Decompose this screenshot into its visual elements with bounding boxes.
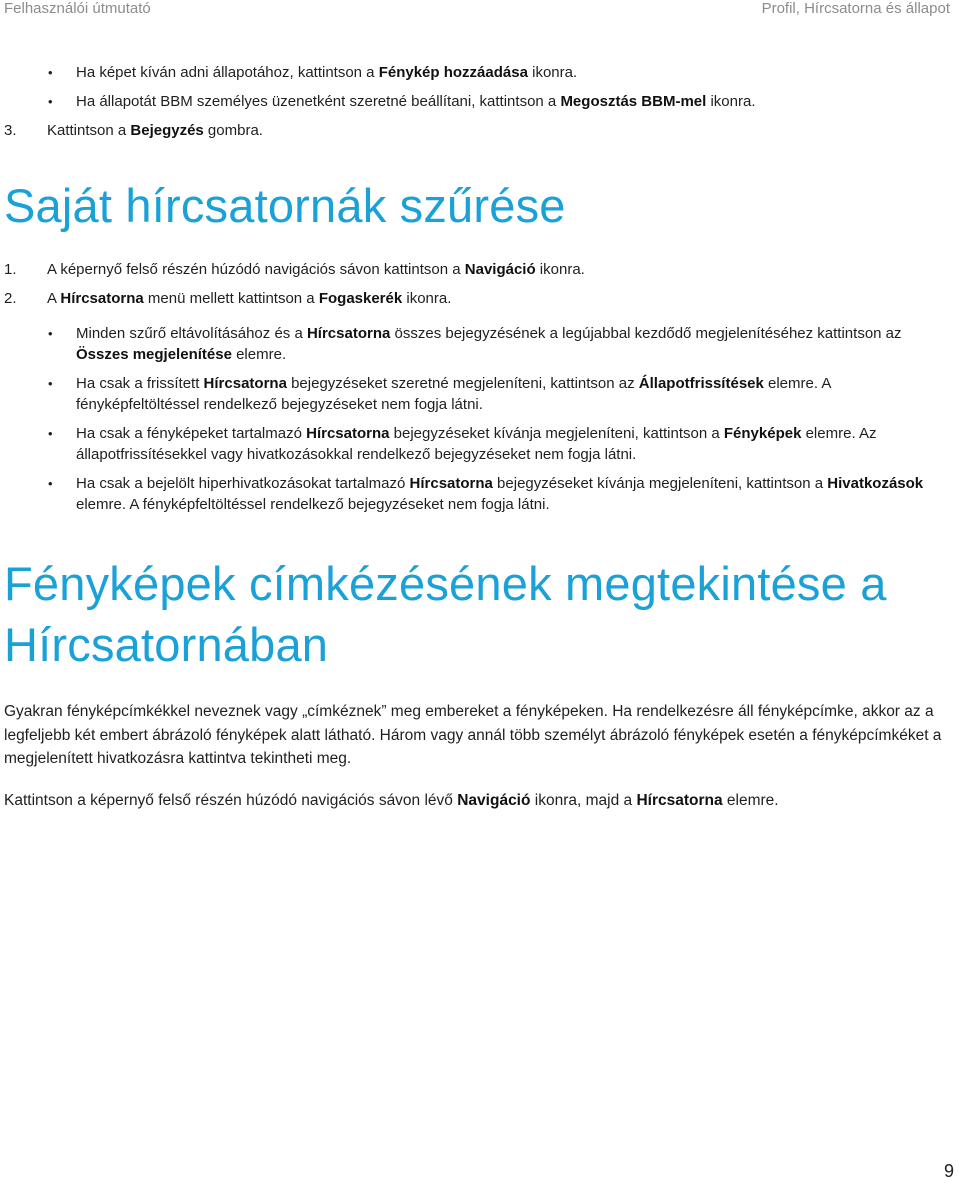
heading-line: Fényképek címkézésének megtekintése a (4, 557, 887, 610)
page-number: 9 (943, 1161, 954, 1181)
bullet-marker: • (48, 376, 53, 391)
step-number: 2. (4, 290, 17, 307)
list-item: 3. Kattintson a Bejegyzés gombra. (4, 122, 263, 139)
running-header-section: Profil, Hírcsatorna és állapot (761, 0, 950, 17)
step-number: 3. (4, 122, 17, 139)
list-item: • Ha csak a fényképeket tartalmazó Hírcsatorna bejegyzéseket kívánja megjeleníteni, kattintson a Fényképek elemre. Az állapotfrissítésekkel vagy hivatkozásokkal rendelkező bejegyzéseket nem fogja látni. (48, 425, 877, 463)
bullet-marker: • (48, 65, 53, 80)
bullet-marker: • (48, 426, 53, 441)
section-heading-photo-tags (4, 553, 887, 675)
step-number: 1. (4, 261, 17, 278)
top-list (4, 62, 950, 141)
body-paragraph: Kattintson a képernyő felső részén húzódó navigációs sávon lévő Navigáció ikonra, majd a Hírcsatorna elemre. (4, 792, 779, 809)
step-item: 1. A képernyő felső részén húzódó navigációs sávon kattintson a Navigáció ikonra. (4, 261, 585, 278)
step-item: 2. A Hírcsatorna menü mellett kattintson a Fogaskerék ikonra. (4, 290, 452, 307)
running-header-title: Felhasználói útmutató (4, 0, 151, 17)
body-paragraph: Gyakran fényképcímkékkel neveznek vagy „címkéznek” meg embereket a fényképeken. Ha rendelkezésre áll fényképcímke, akkor az a legfeljebb két embert ábrázoló fényképek alatt látható. Három vagy annál több személyt ábrázoló fényképek esetén a fényképcímkéket a megjelenített hivatkozásra kattintva tekintheti meg. (4, 703, 942, 767)
list-item: • Minden szűrő eltávolításához és a Hírcsatorna összes bejegyzésének a legújabbal kezdődő megjelenítéséhez kattintson az Összes megjelenítése elemre. (48, 325, 902, 363)
bullet-marker: • (48, 476, 53, 491)
list-item: • Ha képet kíván adni állapotához, kattintson a Fénykép hozzáadása ikonra. (48, 64, 578, 81)
list-item: • Ha csak a bejelölt hiperhivatkozásokat tartalmazó Hírcsatorna bejegyzéseket kívánja megjeleníteni, kattintson a Hivatkozások elemre. A fényképfeltöltéssel rendelkező bejegyzéseket nem fogja látni. (48, 475, 924, 513)
list-item: • Ha csak a frissített Hírcsatorna bejegyzéseket szeretné megjeleníteni, kattintson az Állapotfrissítések elemre. A fényképfeltöltéssel rendelkező bejegyzéseket nem fogja látni. (48, 375, 831, 413)
heading-line: Hírcsatornában (4, 618, 329, 671)
bullet-marker: • (48, 94, 53, 109)
bullet-marker: • (48, 326, 53, 341)
section-heading-filter-feeds: Saját hírcsatornák szűrése (4, 179, 566, 232)
list-item: • Ha állapotát BBM személyes üzenetként szeretné beállítani, kattintson a Megosztás BBM-mel ikonra. (48, 93, 756, 110)
section1-steps (4, 259, 950, 515)
